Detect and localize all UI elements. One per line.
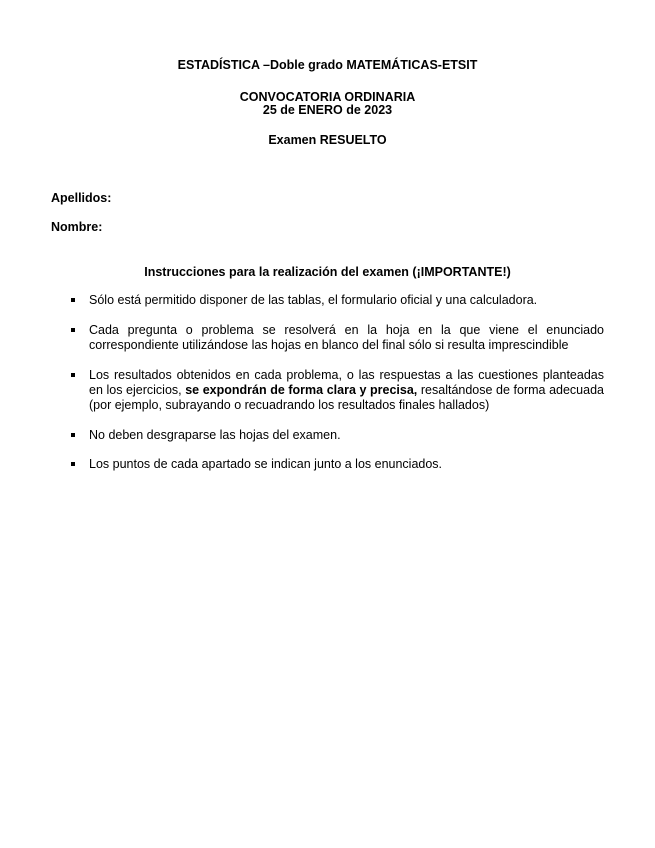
exam-title: ESTADÍSTICA –Doble grado MATEMÁTICAS-ETSIT <box>177 58 478 72</box>
nombre-label: Nombre: <box>51 220 103 234</box>
bullet-icon <box>71 433 75 437</box>
exam-type: Examen RESUELTO <box>268 133 387 147</box>
convocatoria-heading: CONVOCATORIA ORDINARIA <box>239 90 416 104</box>
instruction-text: Los puntos de cada apartado se indican junto a los enunciados. <box>89 457 443 471</box>
instruction-text-after: resaltándose de forma adecuada (por ejemplo, subrayando o recuadrando los resultados finales hallados) <box>89 383 604 412</box>
instruction-text: Sólo está permitido disponer de las tablas, el formulario oficial y una calculadora. <box>89 293 538 307</box>
bullet-icon <box>71 298 75 302</box>
instruction-text: Cada pregunta o problema se resolverá en la hoja en la que viene el enunciado correspondiente utilizándose las hojas en blanco del final sólo si resulta imprescindible <box>89 323 604 352</box>
bullet-icon <box>71 462 75 466</box>
instruction-item <box>89 428 604 443</box>
instruction-item <box>89 293 604 308</box>
instruction-item <box>89 457 604 472</box>
instruction-text-before: Los resultados obtenidos en cada problema, o las respuestas a las cuestiones planteadas en los ejercicios, <box>89 368 604 397</box>
instruction-item <box>89 368 604 413</box>
instructions-title: Instrucciones para la realización del examen (¡IMPORTANTE!) <box>144 265 511 279</box>
instruction-text-bold: se expondrán de forma clara y precisa, <box>185 383 418 397</box>
instruction-item <box>89 323 604 353</box>
exam-date: 25 de ENERO de 2023 <box>262 103 393 117</box>
bullet-icon <box>71 328 75 332</box>
instruction-text: No deben desgraparse las hojas del examen. <box>89 428 341 442</box>
bullet-icon <box>71 373 75 377</box>
apellidos-label: Apellidos: <box>51 191 112 205</box>
